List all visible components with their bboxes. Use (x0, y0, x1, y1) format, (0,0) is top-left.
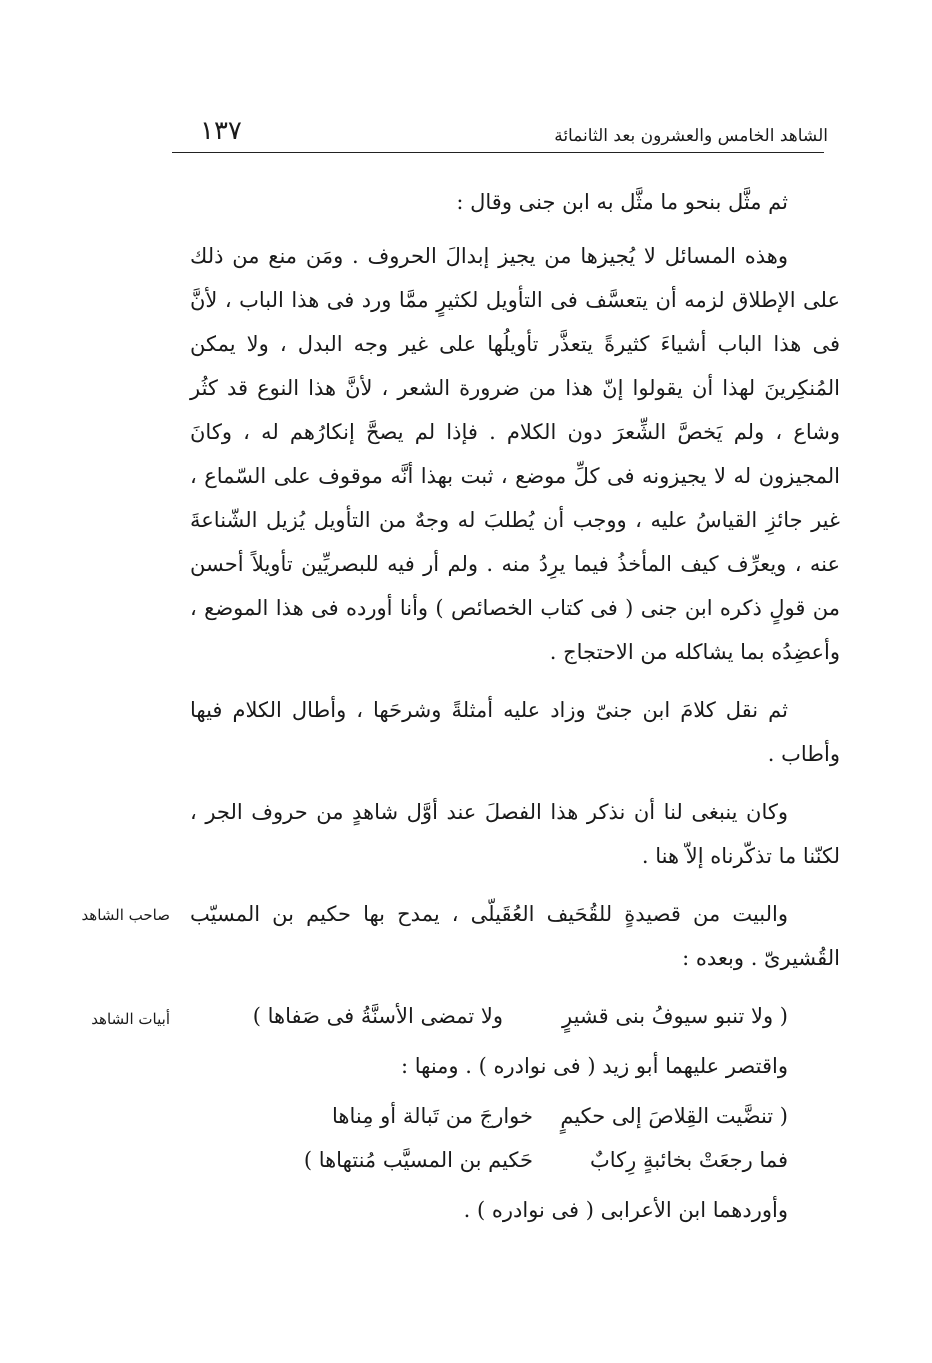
body-text (190, 180, 840, 1232)
verse-hemistich-second: ولا تمضى الأسنَّةُ فى صَفاها ) (252, 1004, 503, 1028)
paragraph-source: والبيت من قصيدةٍ للقُحَيف العُقَيلّى ، يمدح بها حكيم بن المسيّب القُشيرىّ . وبعده : (190, 902, 840, 970)
verse-line (190, 1138, 840, 1182)
verse-hemistich-first: ( تنضَّيت القِلاصَ إلى حكيمٍ (560, 1104, 788, 1128)
verse-commentary: وأوردهما ابن الأعرابى ( فى نوادره ) . (463, 1198, 788, 1222)
margin-note-verses: أبيات الشاهد (91, 1010, 170, 1028)
page-header (200, 110, 828, 146)
verse-line (190, 994, 840, 1038)
verse-hemistich-first: ( ولا تنبو سيوفُ بنى قشيرٍ (562, 1004, 788, 1028)
margin-note-poet: صاحب الشاهد (81, 906, 170, 924)
running-title: الشاهد الخامس والعشرون بعد الثانمائة (554, 126, 828, 146)
verse-hemistich-first: فما رجعَتْ بخائبةٍ رِكابٌ (589, 1148, 788, 1172)
paragraph-note: وكان ينبغى لنا أن نذكر هذا الفصلَ عند أوَّل شاهدٍ من حروف الجر ، لكنّنا ما تذكّرناه إلاّ هنا . (190, 800, 840, 868)
verse-hemistich-second: حَكيم بن المسيَّب مُنتهاها ) (303, 1148, 533, 1172)
verse-commentary: واقتصر عليهما أبو زيد ( فى نوادره ) . ومنها : (401, 1054, 788, 1078)
paragraph-intro: ثم مثَّل بنحو ما مثَّل به ابن جنى وقال : (456, 190, 788, 214)
header-rule (172, 152, 824, 153)
page-number: ١٣٧ (200, 116, 242, 146)
paragraph-ibn-jinni: ثم نقل كلامَ ابن جنىّ وزاد عليه أمثلةً وشرحَها ، وأطال الكلام فيها وأطاب . (190, 698, 840, 766)
paragraph-quote: وهذه المسائل لا يُجيزها من يجيز إبدالَ الحروف . ومَن منع من ذلك على الإطلاق لزمه أن يتعسَّف فى التأويل لكثيرٍ ممَّا ورد فى هذا الباب ، لأنَّ فى هذا الباب أشياءَ كثيرةً يتعذَّر تأويلُها على غير وجه البدل ، ولا يمكن المُنكِرينَ لهذا أن يقولوا إنّ هذا من ضرورة الشعر ، لأنَّ هذا النوع قد كثُر وشاع ، ولم يَخصَّ الشِّعرَ دون الكلام . فإذا لم يصحَّ إنكارُهم له ، وكانَ المجيزون له لا يجيزونه فى كلِّ موضع ، ثبت بهذا أنَّه موقوف على السّماع ، غير جائزِ القياسُ عليه ، ووجب أن يُطلبَ له وجهٌ من التأويل يُزيل الشّناعةَ عنه ، ويعرِّف كيف المأخذُ فيما يرِدُ منه . ولم أر فيه للبصريِّين تأويلاً أحسن من قولٍ ذكره ابن جنى ( فى كتاب الخصائص ) وأنا أورده فى هذا الموضع ، وأعضِدُه بما يشاكله من الاحتجاج . (190, 244, 840, 664)
verse-line (190, 1094, 840, 1138)
verse-hemistich-second: خوارجَ من تَبالة أو مِناها (332, 1104, 533, 1128)
